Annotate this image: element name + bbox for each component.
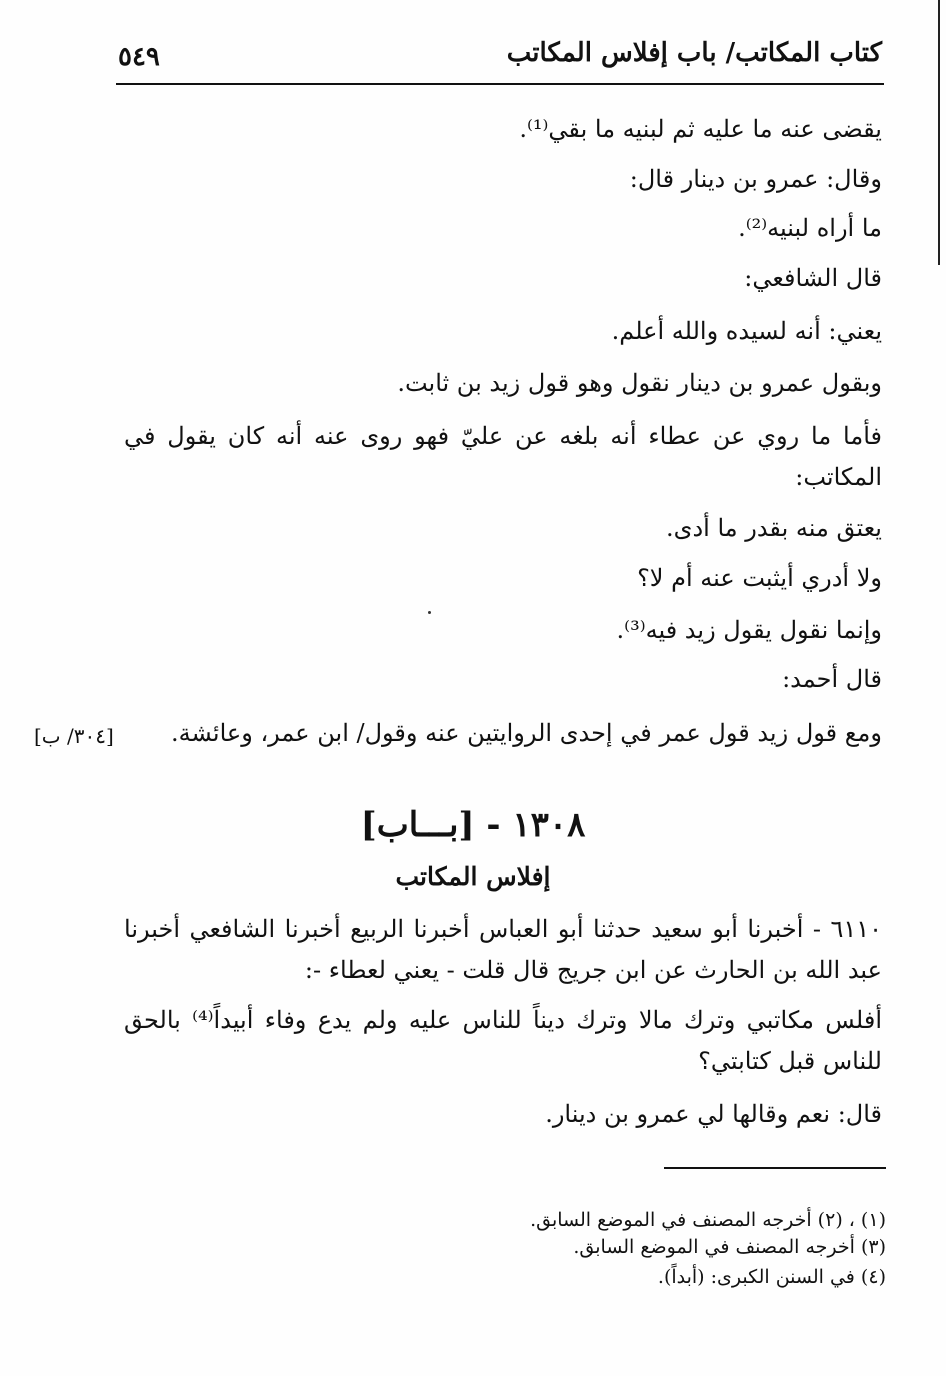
text-line: ولا أدري أيثبت عنه أم لا؟ <box>637 564 882 592</box>
text-line: يعني: أنه لسيده والله أعلم. <box>611 317 882 345</box>
text-line: وبقول عمرو بن دينار نقول وهو قول زيد بن ثابت. <box>397 369 882 397</box>
section-subheading: إفلاس المكاتب <box>395 862 551 891</box>
page-edge-mark <box>938 0 940 265</box>
hadith-line: للناس قبل كتابتي؟ <box>698 1047 882 1075</box>
text-line: قال الشافعي: <box>744 264 882 292</box>
manuscript-folio-reference: [٣٠٤/ ب] <box>34 724 114 748</box>
text-line: يقضى عنه ما عليه ثم لبنيه ما بقي⁽¹⁾. <box>519 115 882 143</box>
text-line: ومع قول زيد قول عمر في إحدى الروايتين عنه وقول/ ابن عمر، وعائشة. <box>171 719 882 747</box>
running-header-title: كتاب المكاتب/ باب إفلاس المكاتب <box>506 38 882 68</box>
text-line: ما أراه لبنيه⁽²⁾. <box>738 214 882 242</box>
footnote: (٤) في السنن الكبرى: (أبداً). <box>657 1266 886 1288</box>
hadith-line: عبد الله بن الحارث عن ابن جريج قال قلت - يعني لعطاء -: <box>304 956 882 984</box>
section-heading: ١٣٠٨ - [بـــاب] <box>360 805 586 845</box>
text-line: فأما ما روي عن عطاء أنه بلغه عن عليّ فهو روى عنه أنه كان يقول في <box>124 422 882 450</box>
hadith-line: قال: نعم وقالها لي عمرو بن دينار. <box>545 1100 882 1128</box>
text-line: قال أحمد: <box>782 665 882 693</box>
footnote: (٣) أخرجه المصنف في الموضع السابق. <box>573 1236 886 1258</box>
text-line: وإنما نقول يقول زيد فيه⁽³⁾. <box>616 616 882 644</box>
page-number: ٥٤٩ <box>118 42 160 72</box>
footnote-separator <box>664 1167 886 1169</box>
header-rule <box>116 83 884 85</box>
text-line: وقال: عمرو بن دينار قال: <box>629 165 882 193</box>
hadith-line: أفلس مكاتبي وترك مالا وترك ديناً للناس عليه ولم يدع وفاء أبيداً⁽⁴⁾ بالحق <box>124 1006 882 1034</box>
text-line: يعتق منه بقدر ما أدى. <box>666 514 882 542</box>
text-line: المكاتب: <box>795 463 882 491</box>
hadith-line: ٦١١٠ - أخبرنا أبو سعيد حدثنا أبو العباس أخبرنا الربيع أخبرنا الشافعي أخبرنا <box>124 915 882 943</box>
footnote: (١) ، (٢) أخرجه المصنف في الموضع السابق. <box>530 1209 886 1231</box>
print-speck <box>428 611 431 614</box>
